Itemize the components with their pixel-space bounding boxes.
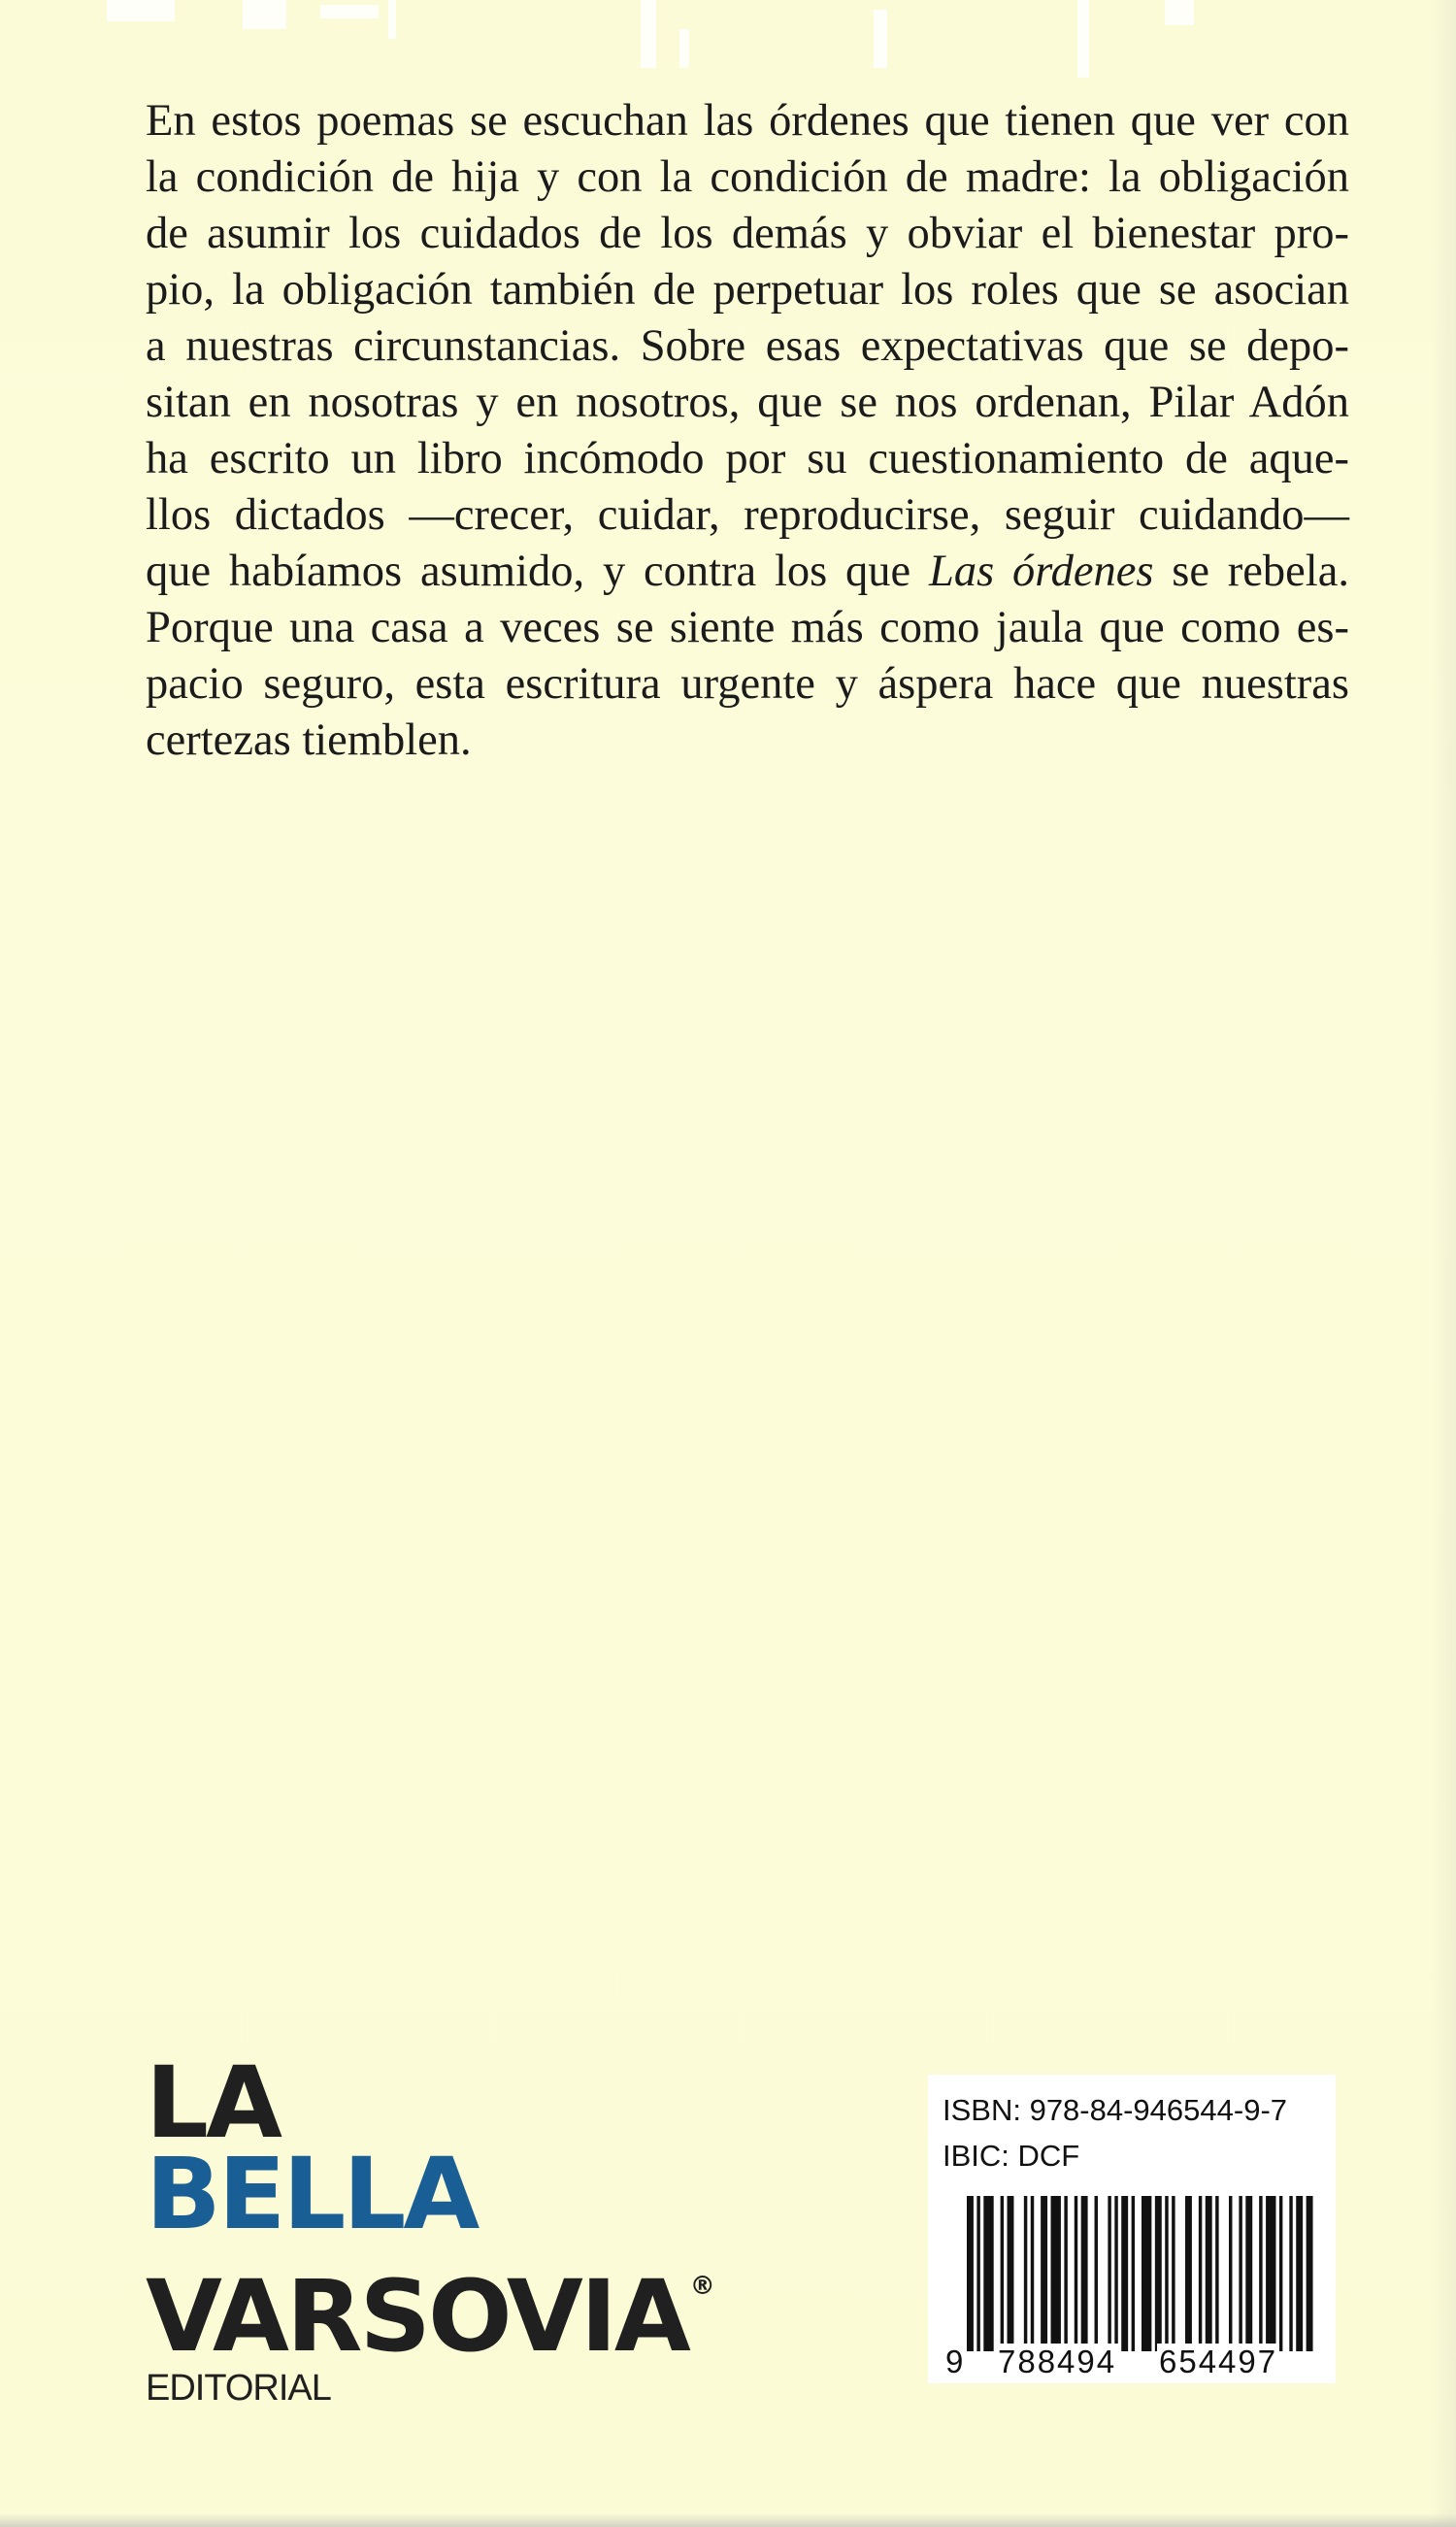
barcode-bar: [976, 2196, 979, 2351]
barcode-bar: [1259, 2196, 1262, 2351]
barcode-bar: [967, 2196, 974, 2351]
registered-mark: ®: [689, 2272, 715, 2301]
barcode-bar: [1064, 2196, 1067, 2351]
barcode-digits-group-1: 788494: [998, 2344, 1117, 2379]
right-edge-shade: [1431, 0, 1456, 2527]
barcode-bar: [1289, 2196, 1292, 2351]
barcode: [967, 2196, 1316, 2351]
barcode-bar: [1155, 2196, 1162, 2351]
publisher-logo: [146, 2045, 715, 2410]
barcode-bar: [1229, 2196, 1232, 2351]
barcode-bar: [1008, 2196, 1014, 2351]
blurb-line: pio, la obligación también de perpetuar los roles que se asocian: [146, 265, 1349, 315]
bottom-edge: [0, 2513, 1456, 2527]
barcode-bar: [983, 2196, 993, 2351]
isbn-box: [928, 2075, 1336, 2383]
barcode-bar: [1075, 2196, 1077, 2351]
barcode-bar: [1279, 2196, 1282, 2351]
barcode-bar: [1142, 2196, 1151, 2351]
blurb-line: Porque una casa a veces se siente más como jaula que como es-: [146, 603, 1349, 652]
blurb-line: sitan en nosotras y en nosotros, que se nos ordenan, Pilar Adón: [146, 378, 1349, 427]
barcode-first-digit: 9: [945, 2344, 964, 2379]
logo-varsovia-text: VARSOVIA: [146, 2259, 688, 2375]
barcode-bar: [1041, 2196, 1047, 2351]
barcode-bar: [1245, 2196, 1252, 2351]
barcode-bar: [1296, 2196, 1303, 2351]
logo-line-bella: BELLA: [146, 2137, 478, 2252]
barcode-bar: [1121, 2196, 1128, 2351]
barcode-bar: [1215, 2196, 1218, 2351]
barcode-digits-group-2: 654497: [1159, 2344, 1278, 2379]
blurb-line: pacio seguro, esta escritura urgente y áspera hace que nuestras: [146, 659, 1349, 709]
barcode-bar: [1095, 2196, 1098, 2351]
logo-line-la: LA: [146, 2045, 280, 2161]
barcode-bar: [1024, 2196, 1027, 2351]
ibic-text: IBIC: DCF: [943, 2139, 1080, 2173]
barcode-bar: [1051, 2196, 1061, 2351]
barcode-bar: [1172, 2196, 1175, 2351]
blurb-line: [146, 544, 1349, 600]
blurb-line: la condición de hija y con la condición de madre: la obligación: [146, 152, 1349, 202]
scan-noise: [0, 0, 1456, 87]
barcode-bar: [1031, 2196, 1034, 2351]
barcode-bar: [1266, 2196, 1275, 2351]
blurb-line: a nuestras circunstancias. Sobre esas expectativas que se depo-: [146, 321, 1349, 371]
book-title-italic: Las órdenes: [928, 547, 1154, 596]
barcode-bar: [1165, 2196, 1168, 2351]
barcode-bar: [1132, 2196, 1135, 2351]
barcode-bar: [1199, 2196, 1202, 2351]
blurb-line: certezas tiemblen.: [146, 715, 472, 765]
blurb-line: ha escrito un libro incómodo por su cuestionamiento de aque-: [146, 434, 1349, 483]
barcode-bar: [1114, 2196, 1117, 2351]
isbn-text: ISBN: 978-84-946544-9-7: [943, 2093, 1288, 2127]
barcode-bar: [1307, 2196, 1313, 2351]
blurb-text-run: se rebela.: [1153, 547, 1349, 596]
logo-subtitle: EDITORIAL: [146, 2368, 331, 2409]
blurb-line: de asumir los cuidados de los demás y obviar el bienestar pro-: [146, 209, 1349, 258]
blurb-line: llos dictados —crecer, cuidar, reproducirse, seguir cuidando—: [146, 490, 1349, 540]
barcode-bar: [1239, 2196, 1241, 2351]
blurb-line: En estos poemas se escuchan las órdenes que tienen que ver con: [146, 96, 1349, 146]
barcode-bar: [1185, 2196, 1192, 2351]
blurb-text: [146, 93, 1349, 769]
barcode-bar: [1108, 2196, 1110, 2351]
logo-line-varsovia: [146, 2241, 715, 2375]
barcode-bar: [1001, 2196, 1004, 2351]
blurb-text-run: que habíamos asumido, y contra los que: [146, 547, 929, 596]
barcode-bar: [1081, 2196, 1088, 2351]
barcode-bar: [1206, 2196, 1212, 2351]
